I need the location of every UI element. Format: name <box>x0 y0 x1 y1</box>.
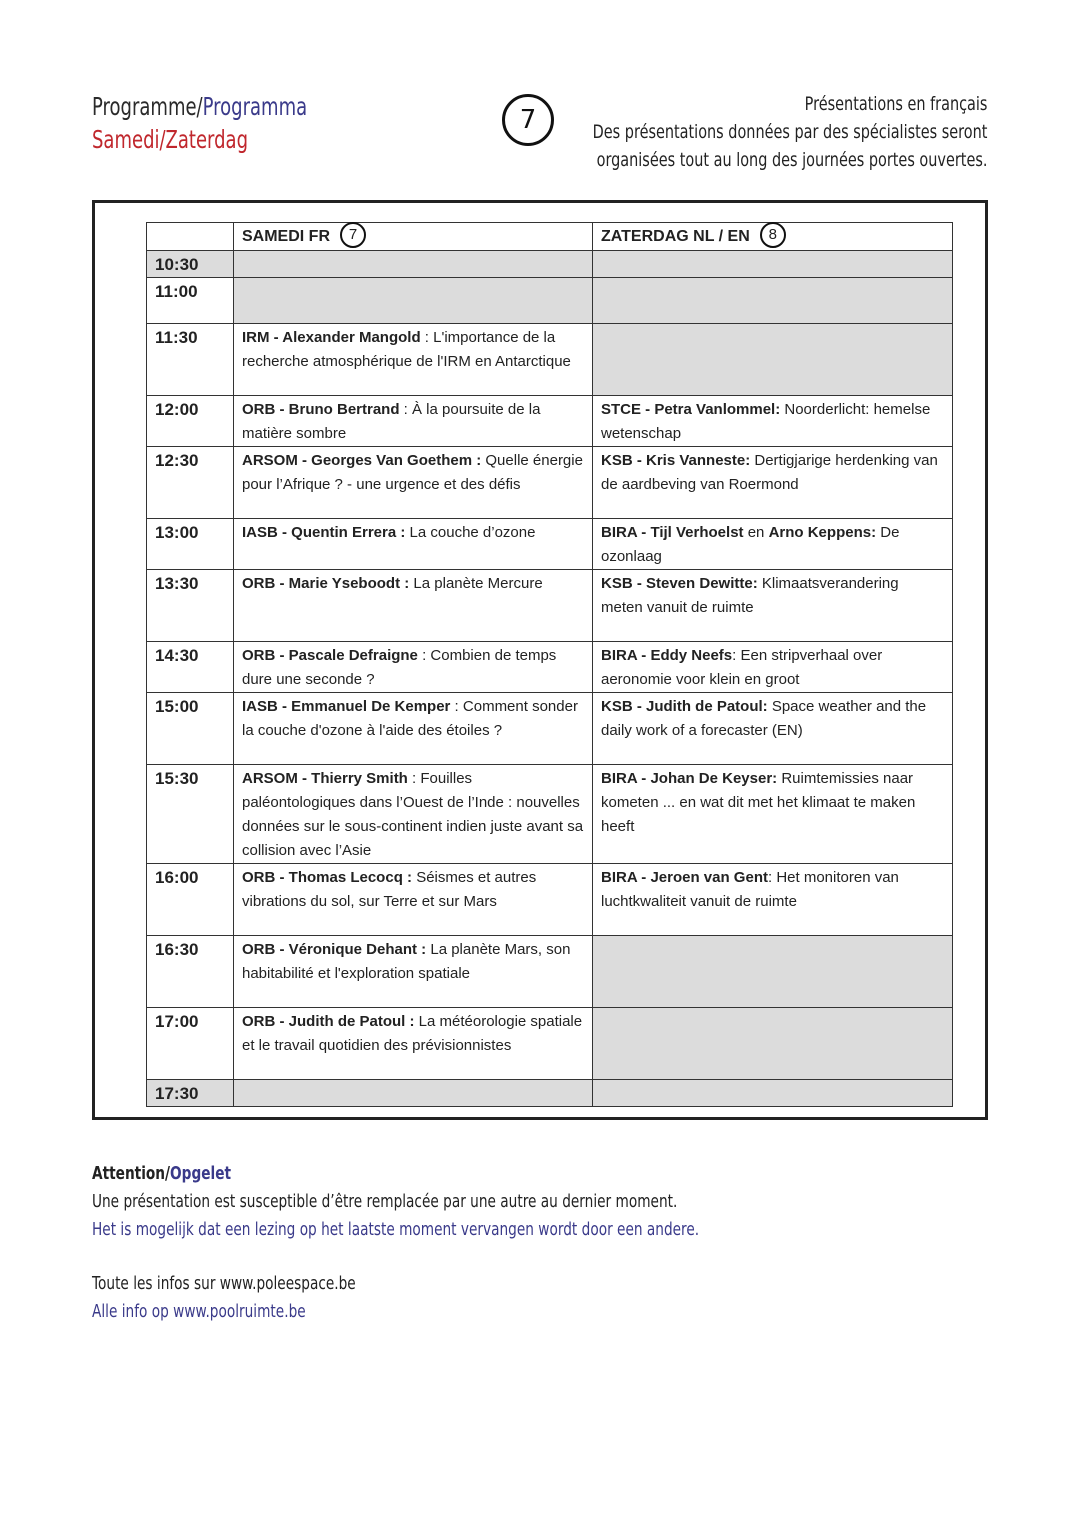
session-cell-fr <box>234 396 593 447</box>
time-cell: 10:30 <box>147 251 234 278</box>
time-cell: 15:00 <box>147 693 234 765</box>
session-cell-nl <box>593 1080 953 1107</box>
table-row <box>147 765 953 864</box>
speaker-name: BIRA - Jeroen van Gent <box>601 869 768 886</box>
session-title: Quelle énergie pour l’Afrique ? - une urgence et des défis <box>242 452 583 493</box>
attention-block <box>92 1160 891 1244</box>
table-row <box>147 864 953 936</box>
session-title: : À la poursuite de la matière sombre <box>242 401 541 442</box>
table-row <box>147 642 953 693</box>
session-cell-fr <box>234 765 593 864</box>
session-title: Ruimtemissies naar kometen ... en wat dit met het klimaat te maken heeft <box>601 770 916 835</box>
page-title <box>92 92 307 121</box>
session-cell-nl <box>593 864 953 936</box>
time-cell: 13:00 <box>147 519 234 570</box>
session-title: : Het monitoren van luchtkwaliteit vanuit de ruimte <box>601 869 899 910</box>
intro-line-1: Présentations en français <box>804 93 987 115</box>
speaker-name: BIRA - Eddy Neefs <box>601 647 733 664</box>
speaker-name: KSB - Steven Dewitte: <box>601 575 758 592</box>
table-row <box>147 1080 953 1107</box>
session-title: en <box>743 524 769 541</box>
speaker-name: ORB - Thomas Lecocq : <box>242 869 413 886</box>
session-cell-fr <box>234 864 593 936</box>
time-cell: 15:30 <box>147 765 234 864</box>
session-title: De ozonlaag <box>601 524 900 565</box>
attention-text-fr: Une présentation est susceptible d’être remplacée par une autre au dernier moment. <box>92 1191 678 1212</box>
session-cell-fr <box>234 251 593 278</box>
session-title: : L'importance de la recherche atmosphérique de l'IRM en Antarctique <box>242 329 571 370</box>
links-block <box>92 1270 439 1326</box>
session-title: La planète Mercure <box>409 575 543 592</box>
speaker-name: Arno Keppens: <box>768 524 877 541</box>
session-cell-fr <box>234 519 593 570</box>
attention-heading-fr: Attention/ <box>92 1163 171 1184</box>
session-cell-nl <box>593 396 953 447</box>
room-8-badge: 8 <box>760 222 786 248</box>
speaker-name: ARSOM - Georges Van Goethem : <box>242 452 482 469</box>
speaker-name: BIRA - Johan De Keyser: <box>601 770 778 787</box>
time-cell: 17:00 <box>147 1008 234 1080</box>
session-title: La planète Mars, son habitabilité et l'exploration spatiale <box>242 941 571 982</box>
session-title: Séismes et autres vibrations du sol, sur Terre et sur Mars <box>242 869 537 910</box>
header-samedi-label: SAMEDI FR <box>242 228 330 246</box>
speaker-name: IRM - Alexander Mangold <box>242 329 421 346</box>
session-title: : Een stripverhaal over aeronomie voor klein en groot <box>601 647 883 688</box>
session-title: Space weather and the daily work of a forecaster (EN) <box>601 698 927 739</box>
table-row <box>147 519 953 570</box>
speaker-name: IASB - Emmanuel De Kemper <box>242 698 451 715</box>
session-cell-fr <box>234 936 593 1008</box>
intro-text <box>468 90 987 174</box>
speaker-name: KSB - Kris Vanneste: <box>601 452 751 469</box>
session-cell-nl <box>593 251 953 278</box>
time-cell: 17:30 <box>147 1080 234 1107</box>
session-cell-fr <box>234 447 593 519</box>
room-7-badge: 7 <box>340 222 366 248</box>
speaker-name: ORB - Judith de Patoul : <box>242 1013 415 1030</box>
link-nl: Alle info op www.poolruimte.be <box>92 1301 306 1322</box>
intro-line-3: organisées tout au long des journées portes ouvertes. <box>596 149 987 171</box>
header-samedi-fr <box>234 223 593 251</box>
session-title: : Combien de temps dure une seconde ? <box>242 647 557 688</box>
time-cell: 14:30 <box>147 642 234 693</box>
attention-text-nl: Het is mogelijk dat een lezing op het laatste moment vervangen wordt door een andere. <box>92 1219 700 1240</box>
page-subtitle: Samedi/Zaterdag <box>92 125 249 154</box>
session-cell-nl <box>593 324 953 396</box>
speaker-name: IASB - Quentin Errera : <box>242 524 406 541</box>
table-row <box>147 936 953 1008</box>
table-row <box>147 278 953 324</box>
session-cell-nl <box>593 642 953 693</box>
attention-heading <box>92 1160 699 1188</box>
speaker-name: ARSOM - Thierry Smith <box>242 770 408 787</box>
session-cell-nl <box>593 765 953 864</box>
speaker-name: ORB - Véronique Dehant : <box>242 941 427 958</box>
table-row <box>147 324 953 396</box>
table-row <box>147 251 953 278</box>
session-cell-fr <box>234 1080 593 1107</box>
session-cell-fr <box>234 278 593 324</box>
session-cell-fr <box>234 693 593 765</box>
speaker-name: STCE - Petra Vanlommel: <box>601 401 781 418</box>
session-cell-fr <box>234 642 593 693</box>
table-row <box>147 570 953 642</box>
time-cell: 16:00 <box>147 864 234 936</box>
attention-heading-nl: Opgelet <box>170 1163 232 1184</box>
speaker-name: ORB - Bruno Bertrand <box>242 401 400 418</box>
session-cell-nl <box>593 278 953 324</box>
header-time-cell <box>147 223 234 251</box>
time-cell: 11:30 <box>147 324 234 396</box>
session-cell-nl <box>593 693 953 765</box>
header-zaterdag-label: ZATERDAG NL / EN <box>601 228 750 246</box>
session-title: Dertigjarige herdenking van de aardbeving van Roermond <box>601 452 938 493</box>
session-title: Noorderlicht: hemelse wetenschap <box>601 401 931 442</box>
title-fr: Programme/ <box>92 92 203 121</box>
session-title: Klimaatsverandering meten vanuit de ruimte <box>601 575 899 616</box>
session-title: : Comment sonder la couche d'ozone à l'aide des étoiles ? <box>242 698 578 739</box>
time-cell: 11:00 <box>147 278 234 324</box>
session-cell-nl <box>593 1008 953 1080</box>
speaker-name: BIRA - Tijl Verhoelst <box>601 524 744 541</box>
table-row <box>147 1008 953 1080</box>
session-cell-nl <box>593 447 953 519</box>
page-number-badge: 7 <box>502 94 554 146</box>
session-title: La couche d’ozone <box>405 524 536 541</box>
session-cell-nl <box>593 936 953 1008</box>
session-cell-fr <box>234 570 593 642</box>
time-cell: 16:30 <box>147 936 234 1008</box>
header-zaterdag-nl <box>593 223 953 251</box>
session-cell-nl <box>593 519 953 570</box>
time-cell: 12:00 <box>147 396 234 447</box>
session-title: La météorologie spatiale et le travail quotidien des prévisionnistes <box>242 1013 583 1054</box>
session-cell-fr <box>234 324 593 396</box>
title-nl: Programma <box>202 92 308 121</box>
title-block <box>92 92 391 154</box>
table-header-row <box>147 223 953 251</box>
schedule-table <box>146 222 953 1107</box>
speaker-name: KSB - Judith de Patoul: <box>601 698 768 715</box>
speaker-name: ORB - Marie Yseboodt : <box>242 575 410 592</box>
session-cell-fr <box>234 1008 593 1080</box>
session-title: : Fouilles paléontologiques dans l’Ouest de l’Inde : nouvelles données sur le sous-continent indien juste avant sa collision avec l’Asie <box>242 770 584 859</box>
time-cell: 13:30 <box>147 570 234 642</box>
time-cell: 12:30 <box>147 447 234 519</box>
intro-line-2: Des présentations données par des spécialistes seront <box>592 121 987 143</box>
speaker-name: ORB - Pascale Defraigne <box>242 647 418 664</box>
table-row <box>147 396 953 447</box>
table-row <box>147 447 953 519</box>
session-cell-nl <box>593 570 953 642</box>
link-fr: Toute les infos sur www.poleespace.be <box>92 1273 356 1294</box>
table-row <box>147 693 953 765</box>
